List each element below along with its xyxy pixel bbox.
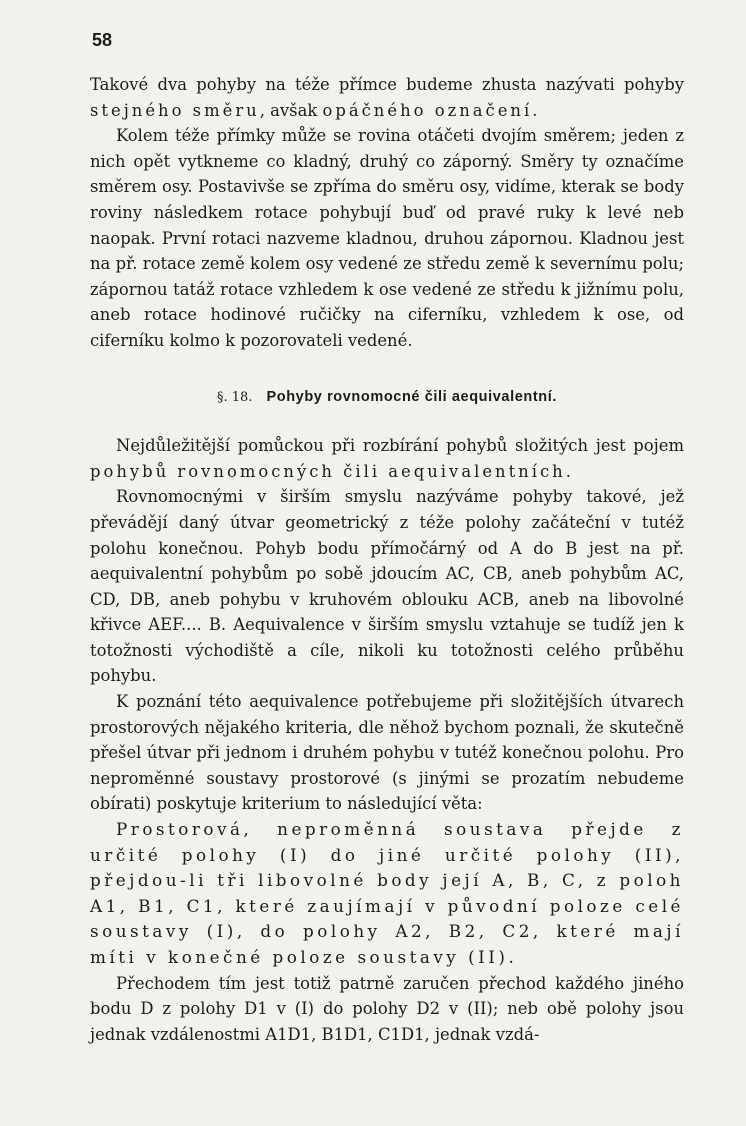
text-run: Nejdůležitější pomůckou při rozbírání pohybů složitých jest pojem [116, 436, 684, 456]
spaced-term-opposite-sign: opáčného označení [322, 100, 533, 120]
section-heading [90, 383, 684, 411]
paragraph-proof: Přechodem tím jest totiž patrně zaručen přechod každého jiného bodu D z polohy D1 v (I) do polohy D2 v (II); neb obě polohy jsou jednak vzdálenostmi A1D1, B1D1, C1D1, jednak vzdá- [90, 973, 684, 1044]
paragraph-equivalent-motions [90, 433, 684, 484]
text-run: , avšak [259, 100, 323, 120]
theorem-text: Prostorová, neproměnná soustava přejde z určité polohy (I) do jiné určité polohy (II), přejdou-li tři libovolné body její A, B, C, z poloh A1, B1, C1, které zaujímají v původní poloze celé soustavy (I), do polohy A2, B2, C2, které mají míti v konečné poloze soustavy (II). [90, 819, 684, 967]
text-run: Takové dva pohyby na téže přímce budeme zhusta nazývati pohyby [90, 75, 684, 94]
paragraph-definition: Rovnomocnými v širším smyslu nazýváme pohyby takové, jež převádějí daný útvar geometrický z téže polohy začáteční v tutéž polohu konečnou. Pohyb bodu přímočárný od A do B jest na př. aequivalentní pohybům po sobě jdoucím AC, CB, aneb pohybům AC, CD, DB, aneb pohybu v kruhovém oblouku ACB, aneb na libovolné křivce AEF.... B. Aequivalence v širším smyslu vztahuje se tudíž jen k totožnosti východiště a cíle, nikoli ku totožnosti celého průběhu pohybu. [90, 487, 684, 686]
text-run: . [532, 100, 538, 120]
paragraph-rotation: Kolem téže přímky může se rovina otáčeti dvojím směrem; jeden z nich opět vytkneme co kladný, druhý co záporný. Směry ty označíme směrem osy. Postavivše se zpříma do směru osy, vidíme, kterak se body roviny následkem rotace pohybují buď od pravé ruky k levé neb naopak. První rotaci nazveme kladnou, druhou zápornou. Kladnou jest na př. rotace země kolem osy vedené ze středu země k severnímu polu; zápornou tatáž rotace vzhledem k ose vedené ze středu k jižnímu polu, aneb rotace hodinové ručičky na ciferníku, vzhledem k ose, od ciferníku kolmo k pozorovateli vedené. [90, 126, 684, 350]
page-text [90, 72, 684, 1047]
section-number: §. 18. [217, 389, 253, 405]
paragraph-criterion: K poznání této aequivalence potřebujeme při složitějších útvarech prostorových nějakého kriteria, dle něhož bychom poznali, že skutečně přešel útvar při jednom i druhém pohybu v tutéž konečnou polohu. Pro neproměnné soustavy prostorové (s jinými se prozatím nebudeme obírati) poskytuje kriterium to následující věta: [90, 692, 684, 814]
section-title: Pohyby rovnomocné čili aequivalentní. [266, 388, 557, 405]
spaced-term-equivalent-motions: pohybů rovnomocných čili aequivalentních [90, 461, 566, 481]
text-run: . [565, 461, 571, 481]
page-number: 58 [92, 30, 113, 50]
spaced-term-same-direction: stejného směru [90, 100, 260, 120]
paragraph-motion-direction [90, 72, 684, 123]
